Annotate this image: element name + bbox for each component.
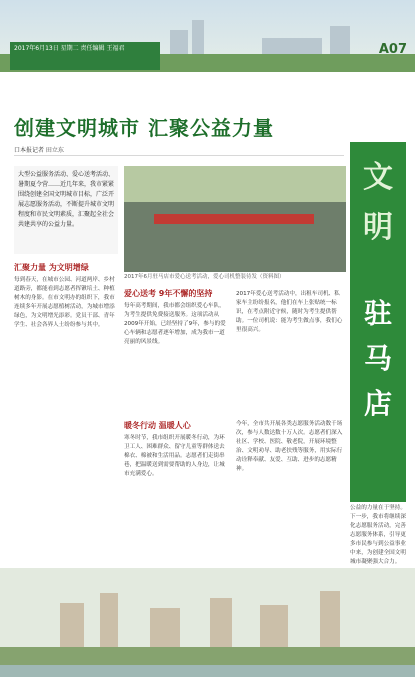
subhead-3: 暖冬行动 温暖人心 [124,421,191,430]
footer-building [260,605,288,653]
body-column-1: 每到春天，在城市公园、河道两岸、乡村道路旁，都能看到志愿者挥锹培土、种植树木的身影。在市文明办的组织下，我市连续多年开展志愿植树活动，为城市增添绿色，为文明增光添彩。党员干部、青年学生、社会各界人士纷纷参与其中。 [14,277,115,328]
footer-building [100,593,118,653]
footer-building [210,598,232,653]
lead-paragraph: 大型公益服务活动、爱心送考活动、暑期夏令营……近几年来，我市紧紧围绕创建全国文明城市目标，广泛开展志愿服务活动，不断提升城市文明程度和市民文明素质，汇聚起全社会共建共享的公益力量。 [14,166,118,254]
side-banner [350,142,406,502]
footer-building [60,603,84,653]
photo-red-banner [154,214,314,224]
page-number: A07 [378,42,407,57]
body-column-4: 寒冬时节，我市组织开展暖冬行动，为环卫工人、困难群众、留守儿童等群体送去棉衣、棉被和生活用品。志愿者们走街串巷，把温暖送到需要帮助的人身边，让城市充满爱心。 [124,435,225,477]
article-title: 创建文明城市 汇聚公益力量 [14,116,274,140]
side-char-2: 明 [363,210,393,245]
title-divider [14,155,344,156]
article-photo [124,166,346,272]
photo-caption: 2017年6月驻马店市爱心送考活动，爱心司机整装待发（资料图） [124,274,285,280]
masthead-banner [0,0,415,72]
side-char-3: 驻 [363,297,392,330]
issue-meta: 2017年6月13日 星期二 责任编辑 王福君 [10,42,160,70]
subhead-2: 爱心送考 9年不懈的坚持 [124,289,213,298]
body-column-6: 公益的力量在于坚持。下一步，我市将继续深化志愿服务活动，完善志愿服务体系，引导更多市民参与到公益事业中来，为创建全国文明城市凝聚强大合力。 [350,505,406,564]
body-column-5: 今年，全市共开展各类志愿服务活动数千场次，参与人数达数十万人次。志愿者们深入社区、学校、医院、敬老院，开展环境整治、文明劝导、助老扶残等服务，用实际行动诠释奉献、友爱、互助、进步的志愿精神。 [236,421,343,472]
body-column-2: 每年高考期间，我市都会组织爱心车队，为考生提供免费接送服务。这项活动从2009年开始，已经坚持了9年，参与的爱心车辆和志愿者逐年增加，成为我市一道亮丽的风景线。 [124,303,226,345]
subhead-1: 汇聚力量 为文明增绿 [14,263,89,272]
side-char-5: 店 [363,387,392,420]
body-column-3: 2017年爱心送考活动中，出租车司机、私家车主纷纷报名，他们在车上张贴统一标识，在考点附近守候，随时为考生提供帮助。一位司机说：能为考生做点事，我们心里很高兴。 [236,291,343,333]
footer-water [0,665,415,677]
photo-group [124,202,346,272]
footer-building [320,591,340,653]
cityscape-footer [0,568,415,677]
side-char-1: 文 [363,160,393,195]
article-byline: 口本报记者 田立东 [14,147,64,154]
side-char-4: 马 [363,342,392,375]
